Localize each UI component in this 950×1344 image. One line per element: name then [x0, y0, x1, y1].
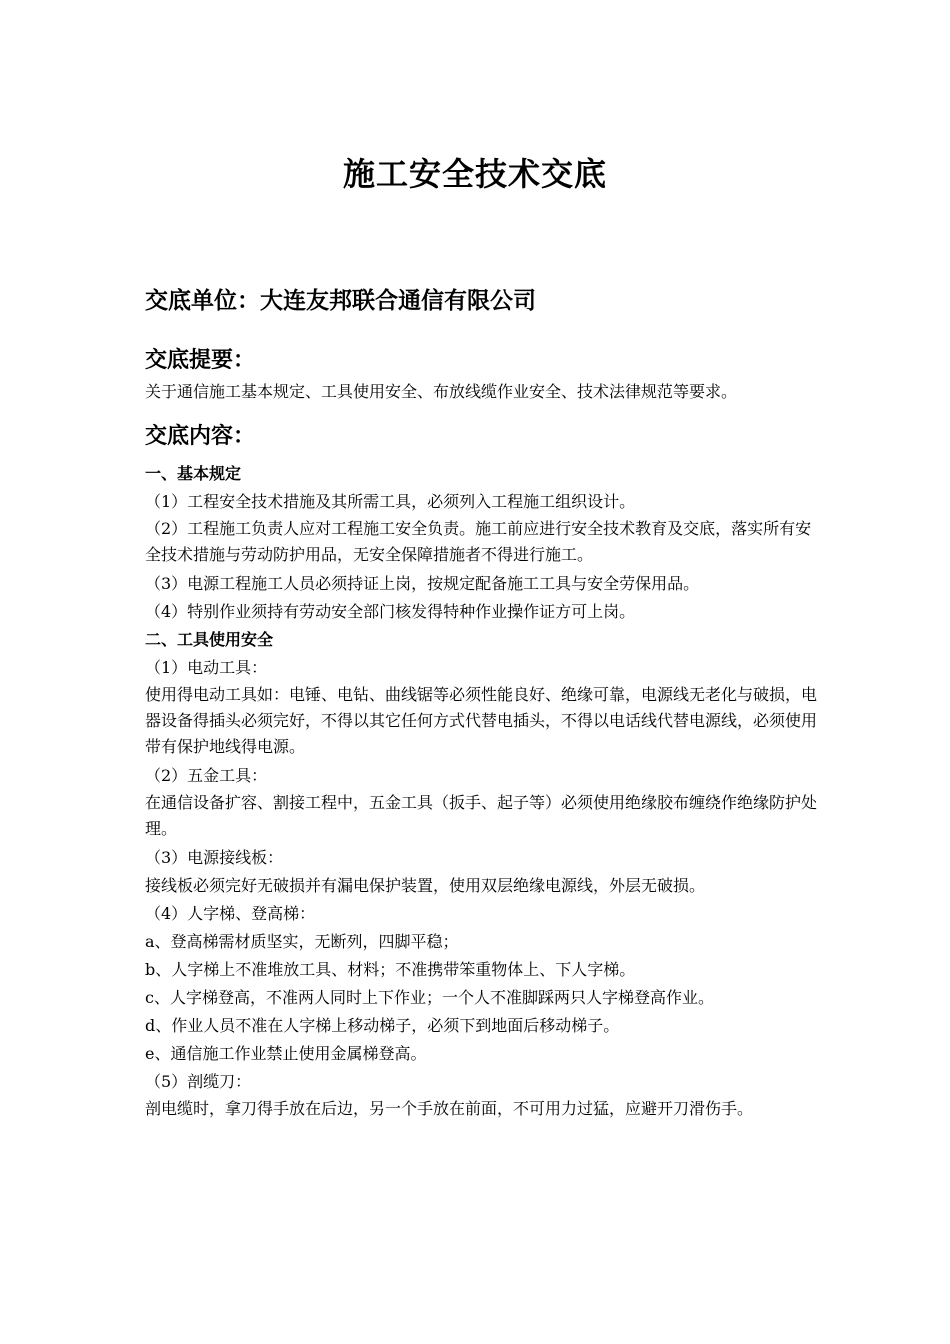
ladder-rule-b: b、人字梯上不准堆放工具、材料；不准携带笨重物体上、下人字梯。 [145, 960, 636, 979]
tool-text-hardware: 在通信设备扩容、割接工程中，五金工具（扳手、起子等）必须使用绝缘胶布缠绕作绝缘防护处理。 [145, 793, 818, 838]
summary-heading: 交底提要： [145, 348, 256, 373]
tool-heading-hardware: （2）五金工具： [145, 766, 268, 785]
ladder-rule-d: d、作业人员不准在人字梯上移动梯子，必须下到地面后移动梯子。 [145, 1016, 620, 1035]
document-title: 施工安全技术交底 [342, 155, 607, 193]
basic-rule-1: （1）工程安全技术措施及其所需工具，必须列入工程施工组织设计。 [145, 492, 636, 511]
disclosure-unit: 交底单位：大连友邦联合通信有限公司 [145, 288, 536, 314]
tool-heading-ladders: （4）人字梯、登高梯： [145, 904, 316, 923]
ladder-rule-c: c、人字梯登高，不准两人同时上下作业；一个人不准脚踩两只人字梯登高作业。 [145, 988, 714, 1007]
tool-heading-electric: （1）电动工具： [145, 658, 268, 677]
basic-rule-4: （4）特别作业须持有劳动安全部门核发得特种作业操作证方可上岗。 [145, 602, 636, 621]
ladder-rule-a: a、登高梯需材质坚实，无断列，四脚平稳； [145, 932, 459, 951]
tool-text-power-strip: 接线板必须完好无破损并有漏电保护装置，使用双层绝缘电源线，外层无破损。 [145, 876, 706, 895]
content-heading: 交底内容： [145, 424, 256, 449]
tool-text-cable-knife: 剖电缆时，拿刀得手放在后边，另一个手放在前面，不可用力过猛，应避开刀滑伤手。 [145, 1099, 754, 1118]
tool-heading-cable-knife: （5）剖缆刀： [145, 1072, 252, 1091]
section-heading-tool-safety: 二、工具使用安全 [145, 630, 274, 649]
basic-rule-2: （2）工程施工负责人应对工程施工安全负责。施工前应进行安全技术教育及交底，落实所有安全技术措施与劳动防护用品，无安全保障措施者不得进行施工。 [145, 519, 812, 564]
summary-text: 关于通信施工基本规定、工具使用安全、布放线缆作业安全、技术法律规范等要求。 [145, 382, 738, 401]
section-heading-basic-rules: 一、基本规定 [145, 464, 242, 483]
tool-heading-power-strip: （3）电源接线板： [145, 848, 284, 867]
ladder-rule-e: e、通信施工作业禁止使用金属梯登高。 [145, 1044, 427, 1063]
document-content [145, 284, 825, 1124]
basic-rule-3: （3）电源工程施工人员必须持证上岗，按规定配备施工工具与安全劳保用品。 [145, 574, 700, 593]
tool-text-electric: 使用得电动工具如：电锤、电钻、曲线锯等必须性能良好、绝缘可靠，电源线无老化与破损，电器设备得插头必须完好，不得以其它任何方式代替电插头，不得以电话线代替电源线，必须使用带有保护地线得电源。 [145, 685, 818, 756]
